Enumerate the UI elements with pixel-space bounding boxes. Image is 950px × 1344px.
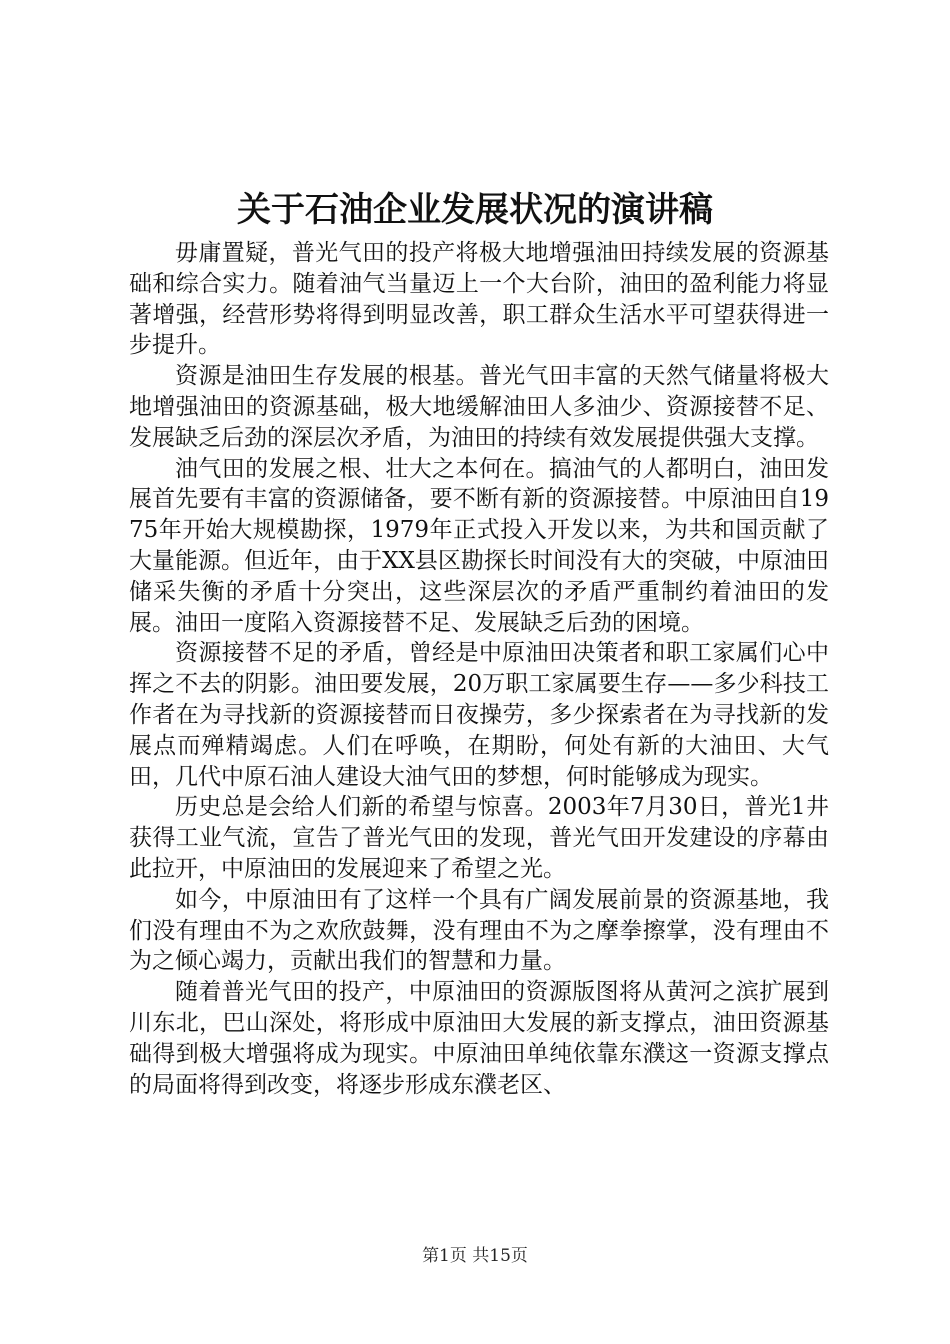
document-title: 关于石油企业发展状况的演讲稿 <box>237 190 713 230</box>
paragraph: 如今，中原油田有了这样一个具有广阔发展前景的资源基地，我们没有理由不为之欢欣鼓舞，没有理由不为之摩拳擦掌，没有理由不为之倾心竭力，贡献出我们的智慧和力量。 <box>129 886 829 975</box>
document-body <box>129 238 829 1100</box>
paragraph: 毋庸置疑，普光气田的投产将极大地增强油田持续发展的资源基础和综合实力。随着油气当量迈上一个大台阶，油田的盈利能力将显著增强，经营形势将得到明显改善，职工群众生活水平可望获得进一步提升。 <box>129 240 829 359</box>
paragraph: 油气田的发展之根、壮大之本何在。搞油气的人都明白，油田发展首先要有丰富的资源储备，要不断有新的资源接替。中原油田自1975年开始大规模勘探，1979年正式投入开发以来，为共和国贡献了大量能源。但近年，由于XX县区勘探长时间没有大的突破，中原油田储采失衡的矛盾十分突出，这些深层次的矛盾严重制约着油田的发展。油田一度陷入资源接替不足、发展缺乏后劲的困境。 <box>129 455 829 636</box>
paragraph: 资源接替不足的矛盾，曾经是中原油田决策者和职工家属们心中挥之不去的阴影。油田要发展，20万职工家属要生存——多少科技工作者在为寻找新的资源接替而日夜操劳，多少探索者在为寻找新的发展点而殚精竭虑。人们在呼唤，在期盼，何处有新的大油田、大气田，几代中原石油人建设大油气田的梦想，何时能够成为现实。 <box>129 640 829 790</box>
paragraph: 历史总是会给人们新的希望与惊喜。2003年7月30日，普光1井获得工业气流，宣告了普光气田的发现，普光气田开发建设的序幕由此拉开，中原油田的发展迎来了希望之光。 <box>129 794 829 882</box>
paragraph: 资源是油田生存发展的根基。普光气田丰富的天然气储量将极大地增强油田的资源基础，极大地缓解油田人多油少、资源接替不足、发展缺乏后劲的深层次矛盾，为油田的持续有效发展提供强大支撑。 <box>129 363 829 451</box>
paragraph: 随着普光气田的投产，中原油田的资源版图将从黄河之滨扩展到川东北，巴山深处，将形成中原油田大发展的新支撑点，油田资源基础得到极大增强将成为现实。中原油田单纯依靠东濮这一资源支撑点的局面将得到改变，将逐步形成东濮老区、 <box>129 979 829 1098</box>
page-number-footer: 第1页 共15页 <box>422 1246 528 1266</box>
